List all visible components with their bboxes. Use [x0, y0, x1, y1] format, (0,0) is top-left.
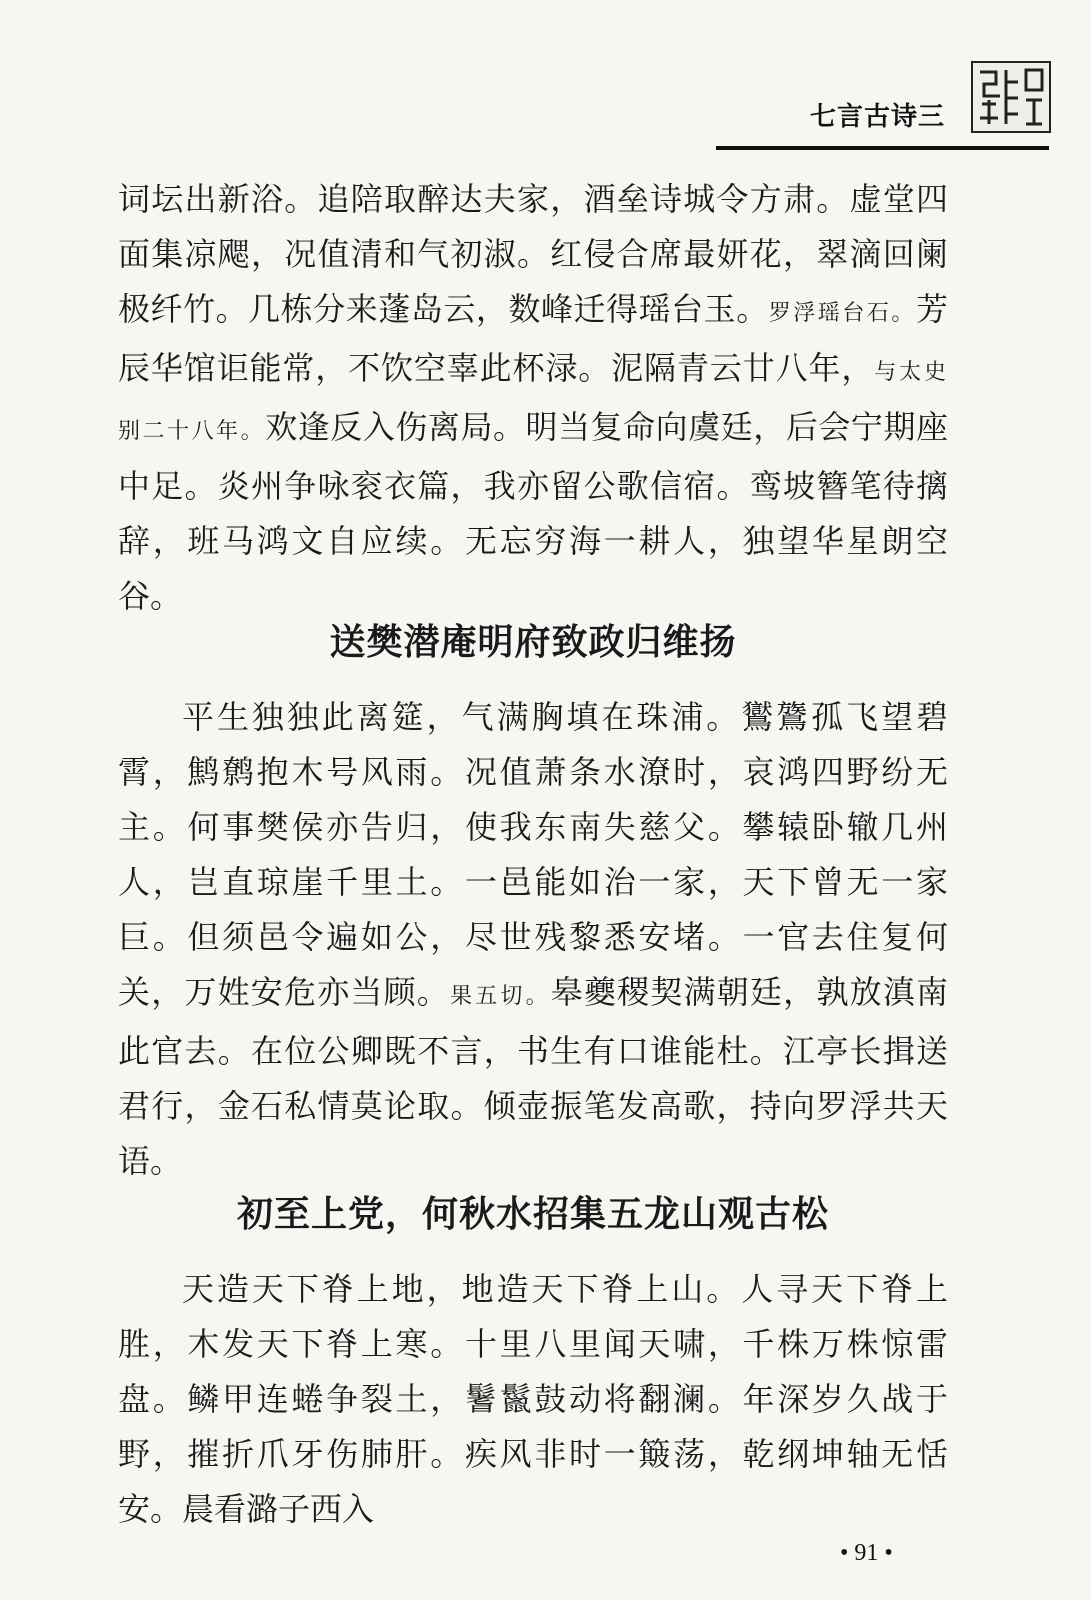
annotation-note: 果五切。 [449, 984, 551, 1009]
continuation-paragraph [118, 172, 948, 624]
poem-body [118, 690, 948, 1189]
poem-body [118, 1262, 948, 1537]
annotation-note: 与太史别二十八年。 [118, 360, 948, 444]
page-number: • 91 • [840, 1540, 893, 1566]
continuation-text-2: 芳辰华馆讵能常，不饮空辜此杯渌。泥隔青云廿八年， [118, 290, 948, 387]
poem-text-1: 平生独独此离筵，气满胸填在珠浦。鸑鷟孤飞望碧霄，鹪鹩抱木号风雨。况值萧条水潦时，哀鸿四野纷无主。何事樊侯亦告归，使我东南失慈父。攀辕卧辙几州人，岂直琼崖千里土。一邑能如治一家，天下曾无一家巨。但须邑令遍如公，尽世残黎悉安堵。一官去住复何关，万姓安危亦当顾。 [118, 698, 948, 1011]
annotation-note: 罗浮瑶台石。 [768, 301, 916, 326]
continuation-text-1: 词坛出新浴。追陪取醉达夫家，酒垒诗城令方肃。虚堂四面集凉飔，况值清和气初淑。红侵合席最妍花，翠滴回阑极纤竹。几栋分来蓬岛云，数峰迁得瑶台玉。 [118, 180, 948, 328]
poem-text-1: 天造天下脊上地，地造天下脊上山。人寻天下脊上胜，木发天下脊上寒。十里八里闻天啸，千株万株惊雷盘。鳞甲连蜷争裂土，鬐鬣鼓动将翻澜。年深岁久战于野，摧折爪牙伤肺肝。疾风非时一簸荡，乾纲坤轴无恬安。晨看潞子西入 [118, 1270, 948, 1528]
continuation-text-3: 欢逢反入伤离局。明当复命向虞廷，后会宁期座中足。炎州争咏衮衣篇，我亦留公歌信宿。鸾坡簪笔待摛辞，班马鸿文自应续。无忘穷海一耕人，独望华星朗空谷。 [118, 408, 948, 615]
poem-text-2: 皋夔稷契满朝廷，孰放滇南此官去。在位公卿既不言，书生有口谁能杜。江亭长揖送君行，金石私情莫论取。倾壶振笔发高歌，持向罗浮共天语。 [118, 973, 948, 1180]
header-rule [716, 146, 1049, 150]
seal-stamp-icon [970, 60, 1052, 134]
running-header: 七言古诗三 [810, 102, 946, 132]
poem-title: 初至上党，何秋水招集五龙山观古松 [236, 1193, 829, 1235]
poem-title: 送樊潜庵明府致政归维扬 [329, 621, 737, 663]
